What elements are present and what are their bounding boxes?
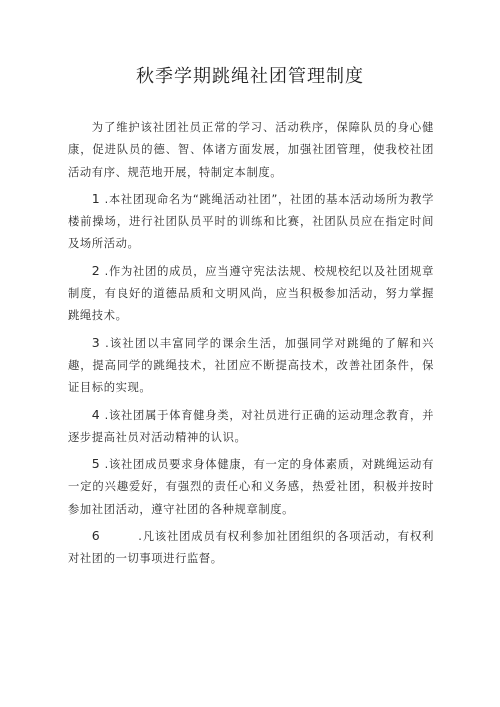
rule-text: .该社团属于体育健身类，对社员进行正确的运动理念教育，并逐步提高社员对活动精神的认识。 [68,408,434,444]
paragraph-text: 为了维护该社团社员正常的学习、活动秩序，保障队员的身心健康，促进队员的德、智、体诸方面发展，加强社团管理，使我校社团活动有序、规范地开展，特制定本制度。 [68,121,434,179]
rule-text: .本社团现命名为“跳绳活动社团”，社团的基本活动场所为教学楼前操场，进行社团队员平时的训练和比赛，社团队员应在指定时间及场所活动。 [68,192,434,251]
rule-paragraph-4 [68,404,434,450]
rule-paragraph-6 [68,525,434,571]
rule-number: 6 [91,528,101,544]
document-title: 秋季学期跳绳社团管理制度 [136,66,364,87]
rule-paragraph-2 [68,260,434,328]
rule-number: 4 [91,406,101,422]
rule-text: .凡该社团成员有权利参加社团组织的各项活动，有权利对社团的一切事项进行监督。 [68,530,434,566]
rule-paragraph-3 [68,332,434,400]
rule-paragraph-1 [68,188,434,256]
rule-text: .作为社团的成员，应当遵守宪法法规、校规校纪以及社团规章制度，有良好的道德品质和文明风尚，应当积极参加活动，努力掌握跳绳技术。 [68,264,434,323]
rule-number: 3 [91,334,101,350]
rule-number: 5 [91,456,101,472]
document-body [68,117,434,571]
rule-text: .该社团以丰富同学的课余生活，加强同学对跳绳的了解和兴趣，提高同学的跳绳技术，社团应不断提高技术，改善社团条件，保证目标的实现。 [68,336,434,395]
intro-paragraph [68,117,434,184]
rule-number: 1 [91,190,101,206]
rule-number: 2 [91,262,101,278]
rule-paragraph-5 [68,453,434,521]
rule-text: .该社团成员要求身体健康，有一定的身体素质，对跳绳运动有一定的兴趣爱好，有强烈的责任心和义务感，热爱社团，积极并按时参加社团活动，遵守社团的各种规章制度。 [68,458,434,516]
